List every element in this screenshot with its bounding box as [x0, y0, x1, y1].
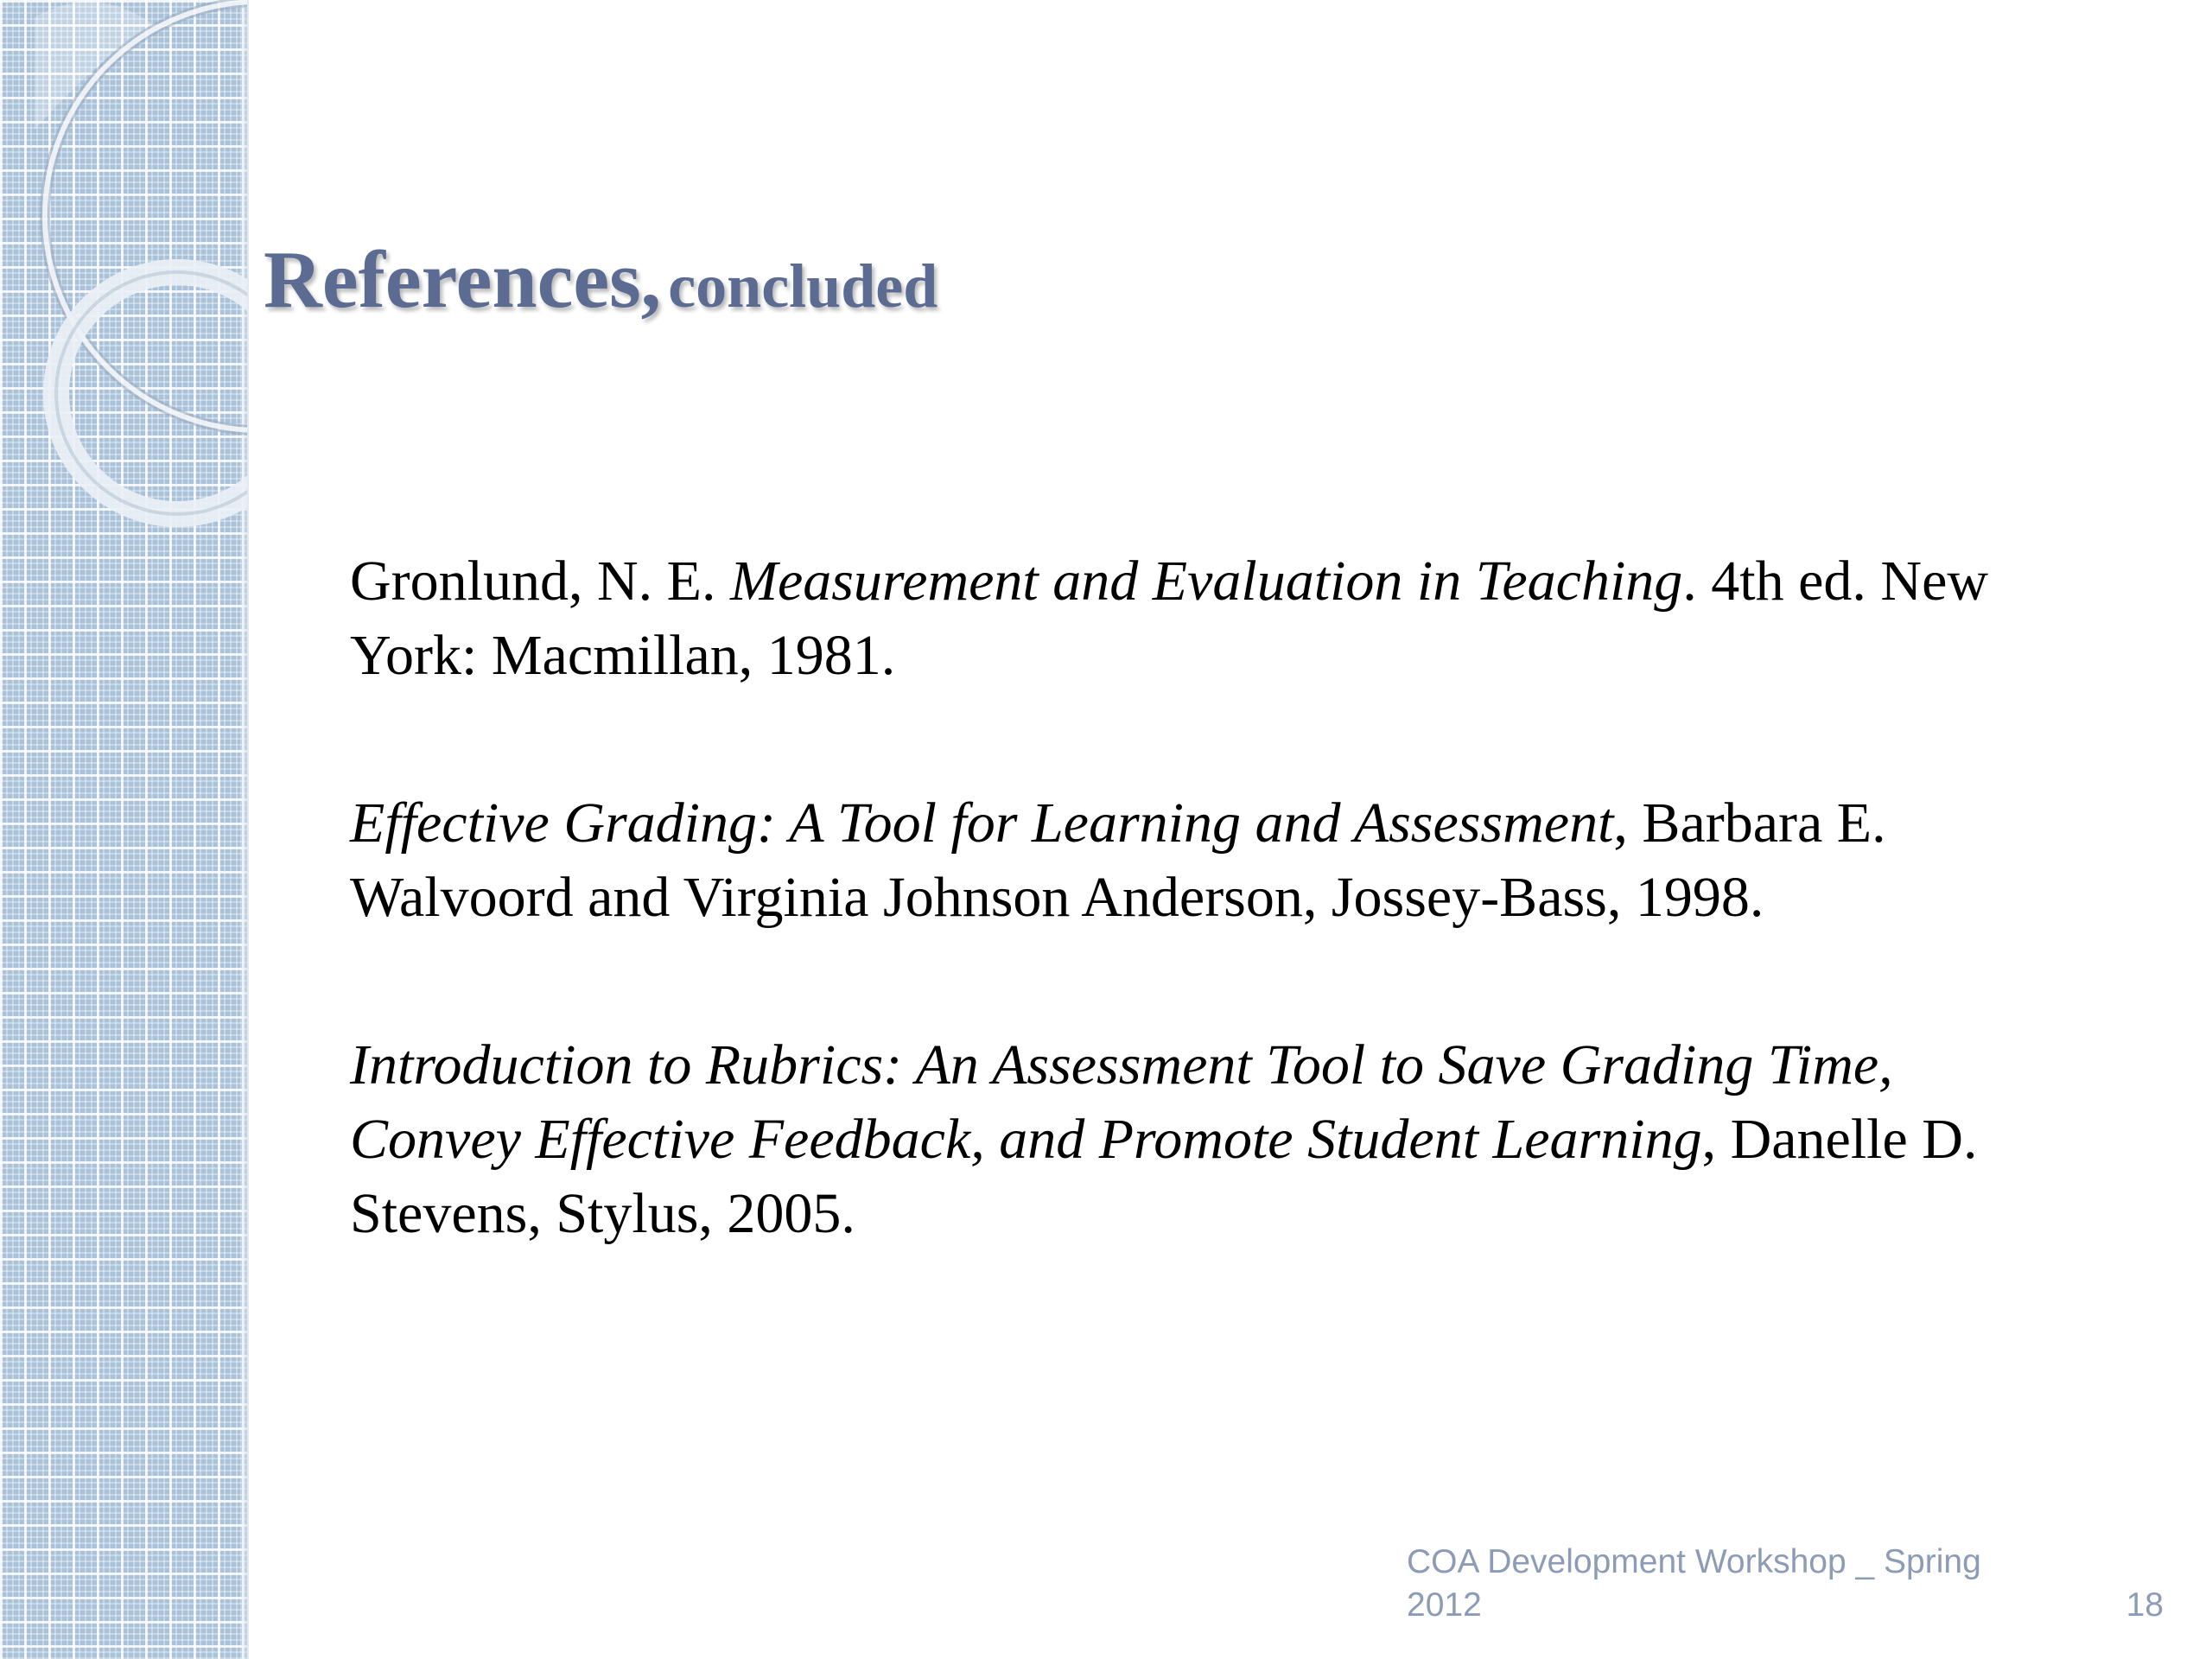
- reference-details: . 4th ed. New York: Macmillan, 1981.: [350, 550, 1989, 687]
- reference-title: Effective Grading: A Tool for Learning and Assessment: [350, 791, 1614, 855]
- slide-title-main: References,: [264, 235, 662, 325]
- reference-item: [350, 544, 2061, 693]
- reference-item: [350, 786, 2061, 935]
- reference-author: Gronlund, N. E.: [350, 550, 730, 613]
- reference-title: Measurement and Evaluation in Teaching: [729, 550, 1683, 613]
- reference-item: [350, 1028, 2061, 1251]
- reference-details: , Barbara E. Walvoord and Virginia Johnson Anderson, Jossey-Bass, 1998.: [350, 791, 1886, 929]
- reference-list: [350, 544, 2061, 1251]
- slide-title-sub: concluded: [668, 251, 938, 321]
- reference-details: , Danelle D. Stevens, Stylus, 2005.: [350, 1108, 1978, 1245]
- footer-text: COA Development Workshop _ Spring 2012: [1407, 1543, 1981, 1624]
- reference-title: Introduction to Rubrics: An Assessment Tool to Save Grading Time, Convey Effective Feedback, and Promote Student Learning: [350, 1033, 1893, 1171]
- slide-title: [264, 233, 938, 327]
- page-number: 18: [2126, 1586, 2164, 1624]
